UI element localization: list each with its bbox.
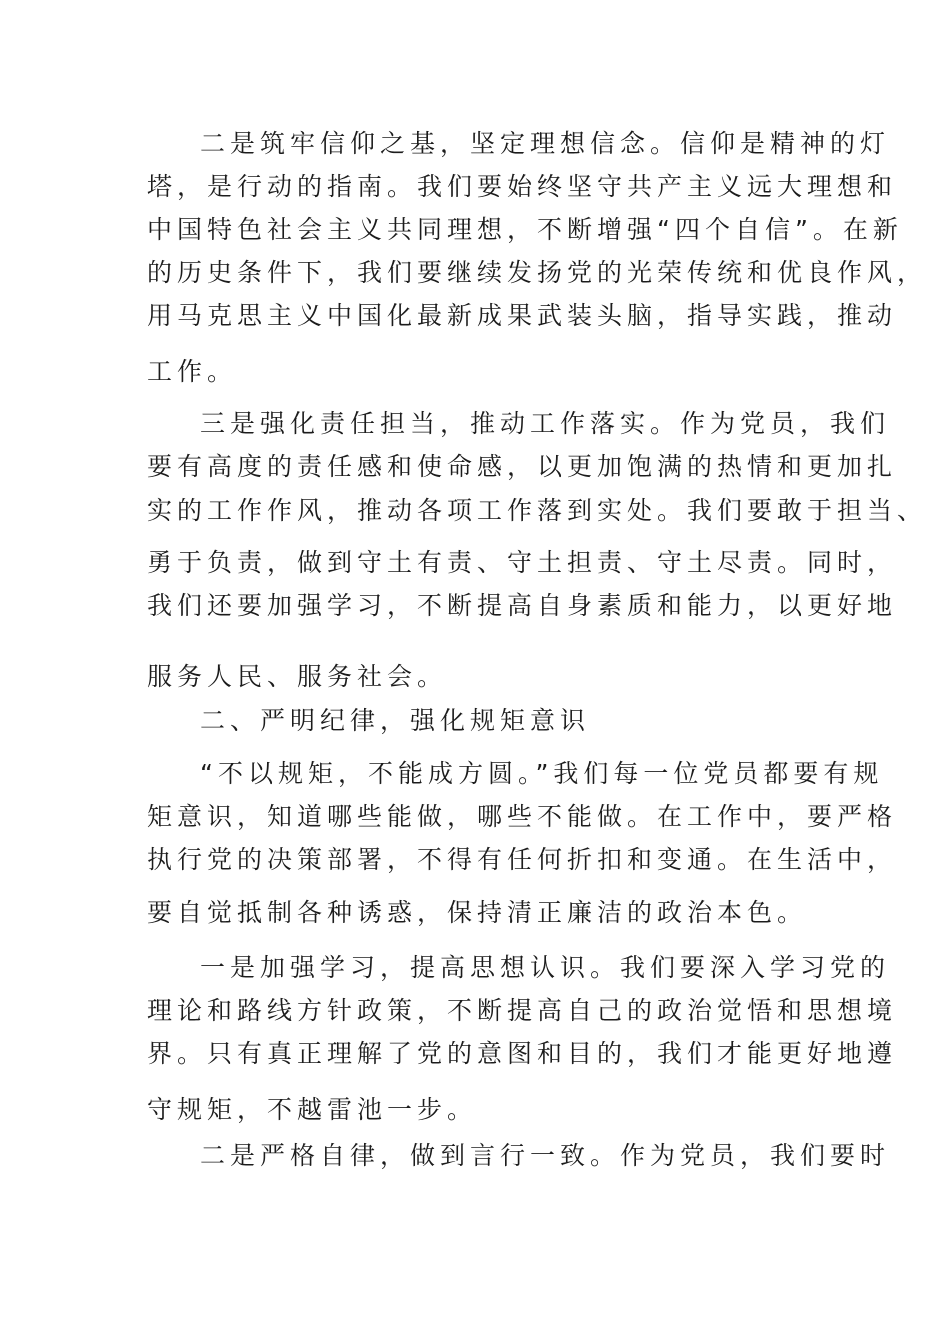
paragraph-line: 勇于负责，做到守土有责、守土担责、守土尽责。同时， [147,548,898,577]
paragraph-line: 守规矩，不越雷池一步。 [147,1095,478,1124]
paragraph-line: 理论和路线方针政策，不断提高自己的政治觉悟和思想境 [147,996,898,1025]
paragraph-line: 的历史条件下，我们要继续发扬党的光荣传统和优良作风， [147,258,928,287]
section-heading: 二、严明纪律，强化规矩意识 [200,706,591,735]
paragraph-line: 服务人民、服务社会。 [147,662,448,691]
paragraph-line: 实的工作作风，推动各项工作落到实处。我们要敢于担当、 [147,496,928,525]
paragraph-line: 三是强化责任担当，推动工作落实。作为党员，我们 [200,409,891,438]
paragraph-line: 用马克思主义中国化最新成果武装头脑，指导实践，推动 [147,301,898,330]
paragraph-line: 塔，是行动的指南。我们要始终坚守共产主义远大理想和 [147,172,898,201]
paragraph-line: 我们还要加强学习，不断提高自身素质和能力，以更好地 [147,591,898,620]
paragraph-line: 二是筑牢信仰之基，坚定理想信念。信仰是精神的灯 [200,129,891,158]
paragraph-line: 矩意识，知道哪些能做，哪些不能做。在工作中，要严格 [147,802,898,831]
paragraph-line: 二是严格自律，做到言行一致。作为党员，我们要时 [200,1141,891,1170]
paragraph-line: 执行党的决策部署，不得有任何折扣和变通。在生活中， [147,845,898,874]
paragraph-line: 要有高度的责任感和使命感，以更加饱满的热情和更加扎 [147,452,898,481]
paragraph-line: 界。只有真正理解了党的意图和目的，我们才能更好地遵 [147,1039,898,1068]
paragraph-line: 一是加强学习，提高思想认识。我们要深入学习党的 [200,953,891,982]
paragraph-line: 工作。 [147,357,238,386]
paragraph-line: 要自觉抵制各种诱惑，保持清正廉洁的政治本色。 [147,898,808,927]
paragraph-line: “不以规矩，不能成方圆。”我们每一位党员都要有规 [200,759,884,788]
paragraph-line: 中国特色社会主义共同理想，不断增强“四个自信”。在新 [147,215,903,244]
